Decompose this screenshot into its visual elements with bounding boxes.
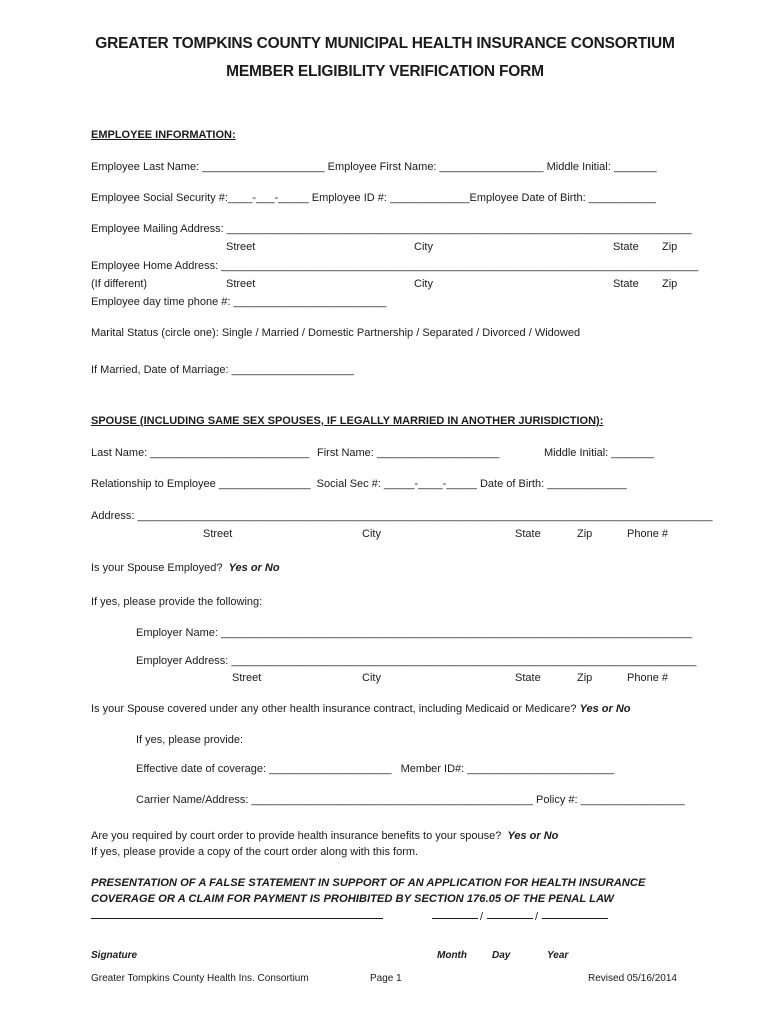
spouse-middle-initial-field[interactable]: Middle Initial: _______ [544,447,655,459]
employee-name-field[interactable]: Employee Last Name: ____________________ Employee First Name: _________________ Middle Initial: _______ [91,161,657,173]
employee-mailing-address-field[interactable]: Employee Mailing Address: ____________________________________________________________________________ [91,223,692,235]
spouse-state-label: State [515,528,541,540]
court-order-question [91,829,558,843]
employee-home-address-field[interactable]: Employee Home Address: ______________________________________________________________________________ [91,260,699,272]
mailing-zip-label: Zip [662,241,678,253]
footer-page-number: Page 1 [370,973,402,984]
court-order-yes-no[interactable]: Yes or No [507,830,559,842]
employer-state-label: State [515,672,541,684]
spouse-first-name-field[interactable]: First Name: ____________________ [317,447,500,459]
penal-law-warning-line2: COVERAGE OR A CLAIM FOR PAYMENT IS PROHIBITED BY SECTION 176.05 OF THE PENAL LAW [91,893,614,905]
home-street-label: Street [226,278,256,290]
spouse-employed-question-text: Is your Spouse Employed? [91,562,223,574]
mailing-city-label: City [414,241,433,253]
spouse-phone-label: Phone # [627,528,668,540]
spouse-employed-question [91,561,280,575]
spouse-section-heading: SPOUSE (INCLUDING SAME SEX SPOUSES, IF LEGALLY MARRIED IN ANOTHER JURISDICTION): [91,415,604,427]
coverage-effective-date-field[interactable]: Effective date of coverage: ____________________ Member ID#: ________________________ [136,763,615,775]
employer-street-label: Street [232,672,262,684]
footer-organization: Greater Tompkins County Health Ins. Consortium [91,973,309,984]
month-label: Month [437,950,467,961]
spouse-city-label: City [362,528,381,540]
form-title-line2: MEMBER ELIGIBILITY VERIFICATION FORM [226,63,544,80]
spouse-relationship-field[interactable]: Relationship to Employee _______________ Social Sec #: _____-____-_____ Date of Birth: _____________ [91,478,627,490]
month-line[interactable] [432,918,478,919]
employer-zip-label: Zip [577,672,593,684]
footer-revised-date: Revised 05/16/2014 [588,973,677,984]
signature-label: Signature [91,950,138,961]
if-different-label: (If different) [91,278,148,290]
home-state-label: State [613,278,639,290]
spouse-address-field[interactable]: Address: ______________________________________________________________________________________________ [91,510,713,522]
employer-city-label: City [362,672,381,684]
spouse-covered-question [91,702,631,716]
day-label: Day [492,950,511,961]
if-yes-provide-label: If yes, please provide: [136,734,244,746]
spouse-covered-yes-no[interactable]: Yes or No [579,703,631,715]
spouse-covered-question-text: Is your Spouse covered under any other health insurance contract, including Medicaid or Medicare? [91,703,577,715]
mailing-street-label: Street [226,241,256,253]
if-yes-following-label: If yes, please provide the following: [91,596,263,608]
spouse-employed-yes-no[interactable]: Yes or No [228,562,280,574]
employee-ssn-field[interactable]: Employee Social Security #:____-___-_____ Employee ID #: _____________Employee Date of Birth: ___________ [91,192,657,204]
mailing-state-label: State [613,241,639,253]
penal-law-warning-line1: PRESENTATION OF A FALSE STATEMENT IN SUPPORT OF AN APPLICATION FOR HEALTH INSURANCE [91,877,646,889]
employer-phone-label: Phone # [627,672,668,684]
spouse-last-name-field[interactable]: Last Name: __________________________ [91,447,310,459]
marital-status-field[interactable]: Marital Status (circle one): Single / Married / Domestic Partnership / Separated / Divorced / Widowed [91,327,581,339]
home-city-label: City [414,278,433,290]
year-label: Year [547,950,569,961]
day-line[interactable] [487,918,533,919]
form-title-line1: GREATER TOMPKINS COUNTY MUNICIPAL HEALTH INSURANCE CONSORTIUM [95,35,675,52]
court-order-copy-note: If yes, please provide a copy of the court order along with this form. [91,846,419,858]
employee-section-heading: EMPLOYEE INFORMATION: [91,129,236,141]
marriage-date-field[interactable]: If Married, Date of Marriage: ____________________ [91,364,354,376]
court-order-question-text: Are you required by court order to provide health insurance benefits to your spouse? [91,830,502,842]
employer-name-field[interactable]: Employer Name: _____________________________________________________________________________ [136,627,693,639]
home-zip-label: Zip [662,278,678,290]
date-slash-1: / [480,911,484,923]
spouse-street-label: Street [203,528,233,540]
signature-line[interactable] [91,918,383,919]
carrier-policy-field[interactable]: Carrier Name/Address: ______________________________________________ Policy #: _________________ [136,794,685,806]
employer-address-field[interactable]: Employer Address: ____________________________________________________________________________ [136,655,697,667]
spouse-zip-label: Zip [577,528,593,540]
employee-phone-field[interactable]: Employee day time phone #: _________________________ [91,296,387,308]
date-slash-2: / [535,911,539,923]
year-line[interactable] [542,918,608,919]
